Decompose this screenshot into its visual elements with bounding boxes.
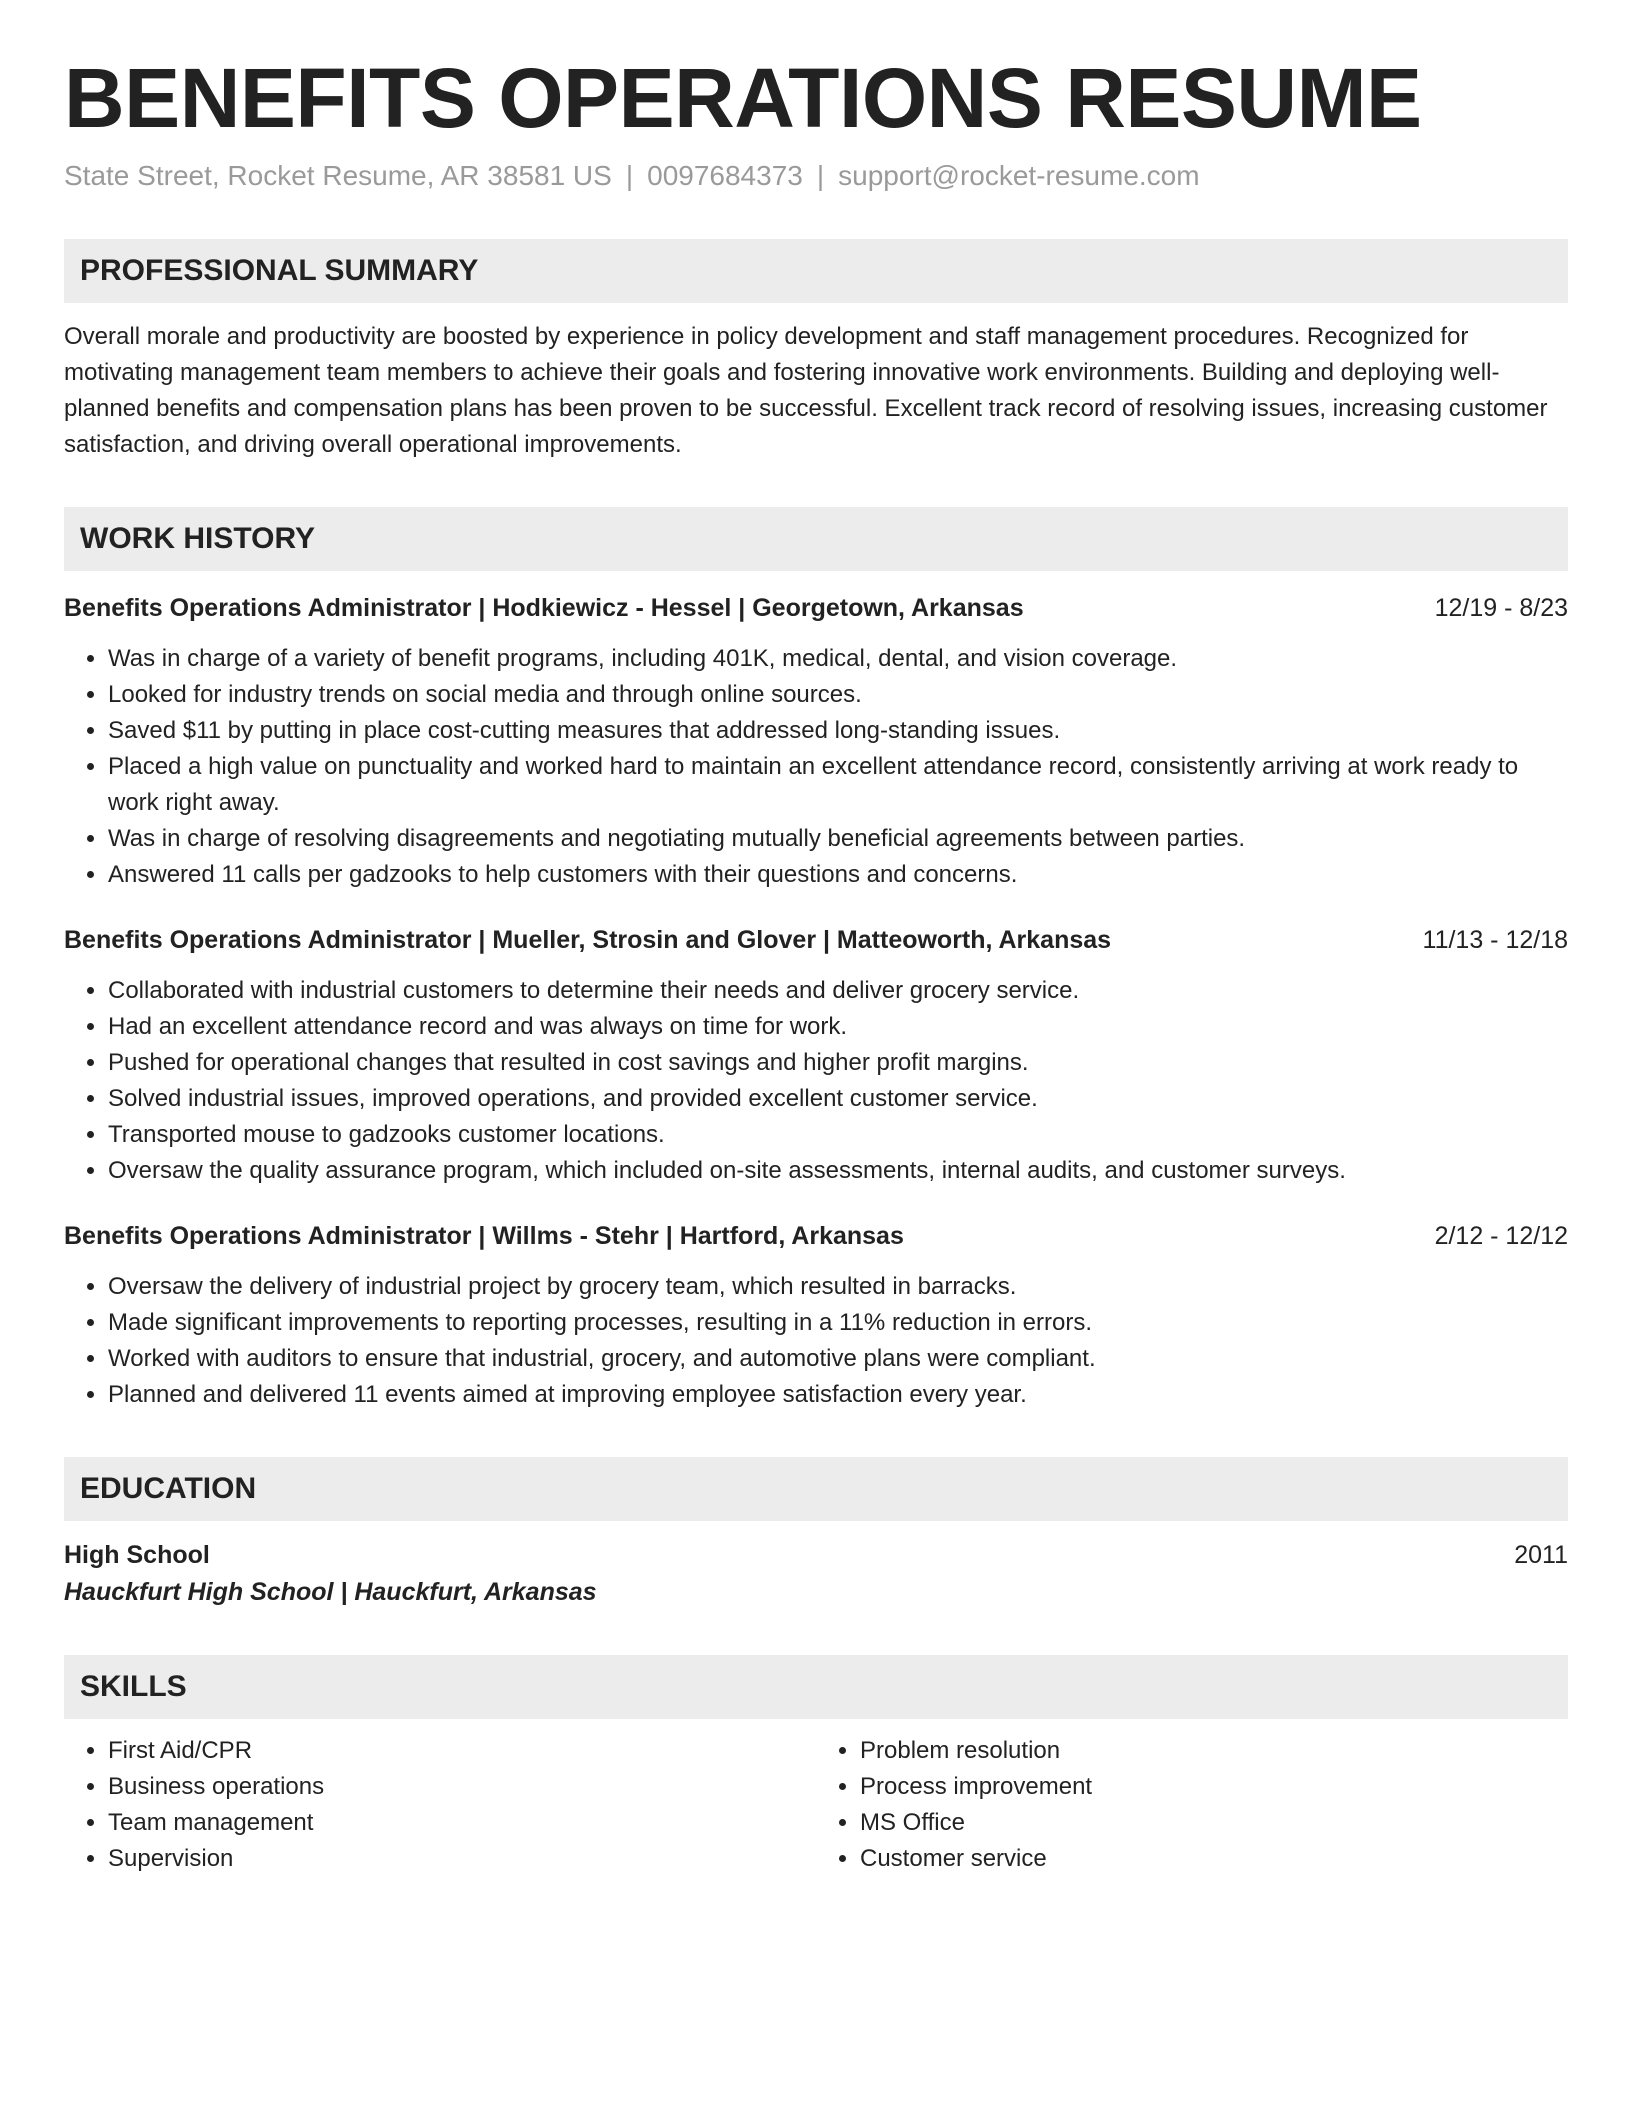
- section-heading-summary: PROFESSIONAL SUMMARY: [64, 239, 1568, 303]
- section-heading-skills: SKILLS: [64, 1655, 1568, 1719]
- job-dates: 2/12 - 12/12: [1434, 1221, 1568, 1250]
- contact-email: support@rocket-resume.com: [838, 160, 1200, 192]
- job-dates: 11/13 - 12/18: [1422, 925, 1568, 954]
- skill-item: • First Aid/CPR: [108, 1733, 816, 1769]
- contact-separator: |: [625, 160, 634, 192]
- job-header: [64, 1219, 1568, 1253]
- list-item: • Saved $11 by putting in place cost-cutting measures that addressed long-standing issues.: [108, 713, 1568, 749]
- job-title: Benefits Operations Administrator | Willms - Stehr | Hartford, Arkansas: [64, 1221, 904, 1250]
- list-item: • Made significant improvements to reporting processes, resulting in a 11% reduction in errors.: [108, 1305, 1568, 1341]
- list-item: • Was in charge of resolving disagreements and negotiating mutually beneficial agreements between parties.: [108, 821, 1568, 857]
- list-item: • Collaborated with industrial customers to determine their needs and deliver grocery service.: [108, 973, 1568, 1009]
- job-bullets: [64, 973, 1568, 1189]
- list-item: • Pushed for operational changes that resulted in cost savings and higher profit margins.: [108, 1045, 1568, 1081]
- list-item: • Looked for industry trends on social media and through online sources.: [108, 677, 1568, 713]
- education-year: 2011: [1514, 1540, 1568, 1569]
- education-school: Hauckfurt High School | Hauckfurt, Arkansas: [64, 1577, 597, 1606]
- contact-separator: |: [816, 160, 825, 192]
- skill-item: • Customer service: [860, 1841, 1568, 1877]
- skill-item: • Supervision: [108, 1841, 816, 1877]
- summary-text: Overall morale and productivity are boosted by experience in policy development and staff management procedures. Recognized for motivating management team members to achieve their goals and fostering innovative work environments. Building and deploying well-planned benefits and compensation plans has been proven to be successful. Excellent track record of resolving issues, increasing customer satisfaction, and driving overall operational improvements.: [64, 322, 1548, 458]
- list-item: • Planned and delivered 11 events aimed at improving employee satisfaction every year.: [108, 1377, 1568, 1413]
- contact-line: [64, 158, 1568, 194]
- job-entry: [64, 923, 1568, 1189]
- skills-list: [64, 1733, 1568, 1877]
- job-title: Benefits Operations Administrator | Hodkiewicz - Hessel | Georgetown, Arkansas: [64, 593, 1024, 622]
- job-entry: [64, 1219, 1568, 1413]
- list-item: • Oversaw the delivery of industrial project by grocery team, which resulted in barracks.: [108, 1269, 1568, 1305]
- skill-item: • Process improvement: [860, 1769, 1568, 1805]
- education-header: [64, 1537, 1568, 1573]
- skills-column-right: [816, 1733, 1568, 1877]
- resume-title: BENEFITS OPERATIONS RESUME: [64, 51, 1422, 145]
- list-item: • Solved industrial issues, improved operations, and provided excellent customer service.: [108, 1081, 1568, 1117]
- skill-item: • Business operations: [108, 1769, 816, 1805]
- section-heading-work: WORK HISTORY: [64, 507, 1568, 571]
- job-dates: 12/19 - 8/23: [1434, 593, 1568, 622]
- list-item: • Worked with auditors to ensure that industrial, grocery, and automotive plans were compliant.: [108, 1341, 1568, 1377]
- skill-item: • MS Office: [860, 1805, 1568, 1841]
- job-title: Benefits Operations Administrator | Mueller, Strosin and Glover | Matteoworth, Arkansas: [64, 925, 1112, 954]
- skills-column-left: [64, 1733, 816, 1877]
- list-item: • Had an excellent attendance record and was always on time for work.: [108, 1009, 1568, 1045]
- contact-phone: 0097684373: [647, 160, 803, 192]
- job-entry: [64, 591, 1568, 893]
- list-item: • Placed a high value on punctuality and worked hard to maintain an excellent attendance record, consistently arriving at work ready to work right away.: [108, 749, 1568, 821]
- list-item: • Was in charge of a variety of benefit programs, including 401K, medical, dental, and vision coverage.: [108, 641, 1568, 677]
- job-bullets: [64, 641, 1568, 893]
- skill-item: • Team management: [108, 1805, 816, 1841]
- job-header: [64, 923, 1568, 957]
- list-item: • Oversaw the quality assurance program, which included on-site assessments, internal audits, and customer surveys.: [108, 1153, 1568, 1189]
- job-header: [64, 591, 1568, 625]
- education-degree: High School: [64, 1540, 210, 1569]
- list-item: • Answered 11 calls per gadzooks to help customers with their questions and concerns.: [108, 857, 1568, 893]
- list-item: • Transported mouse to gadzooks customer locations.: [108, 1117, 1568, 1153]
- contact-address: State Street, Rocket Resume, AR 38581 US: [64, 160, 612, 192]
- job-bullets: [64, 1269, 1568, 1413]
- skill-item: • Problem resolution: [860, 1733, 1568, 1769]
- section-heading-education: EDUCATION: [64, 1457, 1568, 1521]
